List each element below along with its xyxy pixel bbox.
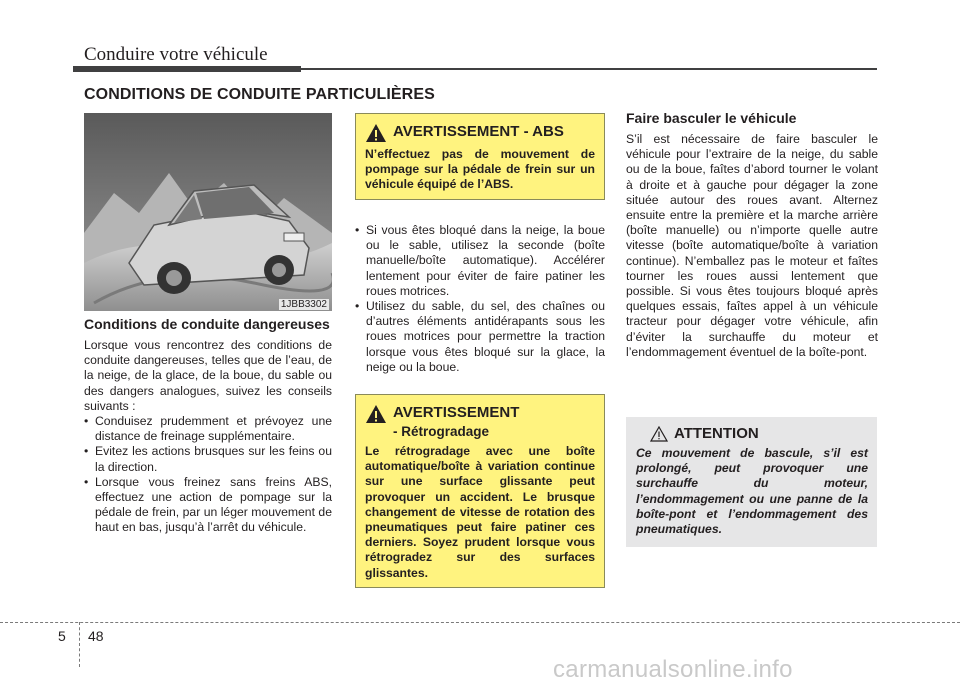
dangerous-conditions-intro: Lorsque vous rencontrez des conditions de conduite dangereuses, telles que de l’eau, de la neige, de la glace, de la boue, du sable ou des dangers analogues, suivez les conseils suivants : — [84, 338, 332, 413]
footer-divider — [79, 622, 80, 667]
warning-triangle-icon — [365, 404, 387, 424]
rocking-vehicle-text: S’il est nécessaire de faire basculer le véhicule pour l’extraire de la neige, du sable ou de la boue, faîtes d’abord tourner le volant à droite et à gauche pour dégager la zone située autour des roues avant. Alternez ensuite entre la première et la marche arrière (boîte manuelle) ou n’importe quelle autre vitesse (boîte automatique/boîte à variation continue). N’emballez pas le moteur et faîtes tourner les roues aussi lentement que possible. Si vous êtes toujours bloqué après quelques essais, faîtes appel à un véhicule tracteur pour dégager votre véhicule, afin d’éviter la surchauffe du moteur et l’endommagement éventuel de la boîte-pont. — [626, 132, 878, 359]
caution-text: Ce mouvement de bascule, s’il est prolongé, peut provoquer une surchauffe du moteur, l’endommagement ou une panne de la boîte-pont et l’endommagement des pneumatiques. — [636, 446, 868, 537]
car-in-snow-illustration — [84, 113, 332, 311]
page-number: 48 — [88, 628, 104, 644]
warning-box-abs — [355, 113, 605, 200]
footer-rule — [0, 622, 960, 623]
warning-text: Le rétrogradage avec une boîte automatique/boîte à variation continue sur une surface glissante peut provoquer un accident. Le brusque changement de vitesse de rotation des pneumatiques peut faire patiner ces derniers. Soyez prudent lorsque vous rétrogradez sur des surfaces glissantes. — [365, 444, 595, 580]
page-header-title: Conduire votre véhicule — [84, 44, 268, 65]
caution-title: ATTENTION — [674, 425, 759, 442]
warning-text: N’effectuez pas de mouvement de pompage sur la pédale de frein sur un véhicule équipé de l’ABS. — [365, 147, 595, 192]
image-code: 1JBB3302 — [280, 299, 327, 310]
list-item: • Conduisez prudemment et prévoyez une distance de freinage supplémentaire. — [84, 414, 332, 444]
chapter-number: 5 — [58, 628, 66, 644]
list-item: • Si vous êtes bloqué dans la neige, la boue ou le sable, utilisez la seconde (boîte manuelle/boîte automatique). Accélérer lentement pour éviter de faire patiner les roues motrices. — [355, 223, 605, 299]
caution-box — [626, 417, 877, 547]
warning-title: AVERTISSEMENT — [393, 404, 520, 421]
column-right — [626, 110, 878, 360]
column-left — [84, 316, 332, 536]
header-rule — [301, 68, 877, 70]
section-title: CONDITIONS DE CONDUITE PARTICULIÈRES — [84, 86, 435, 103]
rocking-vehicle-heading: Faire basculer le véhicule — [626, 110, 797, 126]
list-item: • Evitez les actions brusques sur les feins ou la direction. — [84, 444, 332, 474]
list-item: • Lorsque vous freinez sans freins ABS, effectuez une action de pompage sur la pédale de frein, par un léger mouvement de haut en bas, jusqu’à l’arrêt du véhicule. — [84, 475, 332, 536]
warning-box-downshift — [355, 394, 605, 588]
column-middle — [355, 223, 605, 375]
header-bar — [73, 66, 301, 72]
warning-title: AVERTISSEMENT - ABS — [393, 123, 564, 140]
caution-triangle-icon — [650, 426, 668, 442]
warning-triangle-icon — [365, 123, 387, 143]
stuck-vehicle-list — [355, 223, 605, 375]
watermark-text: carmanualsonline.info — [553, 656, 793, 683]
warning-subtitle: - Rétrogradage — [393, 424, 490, 439]
dangerous-conditions-heading: Conditions de conduite dangereuses — [84, 316, 330, 332]
list-item: • Utilisez du sable, du sel, des chaînes ou d’autres éléments antidérapants sous les roues motrices pour permettre la traction lorsque vous êtes bloqué sur la glace, la neige ou la boue. — [355, 299, 605, 375]
car-illustration-svg — [84, 113, 332, 311]
dangerous-conditions-list — [84, 414, 332, 536]
